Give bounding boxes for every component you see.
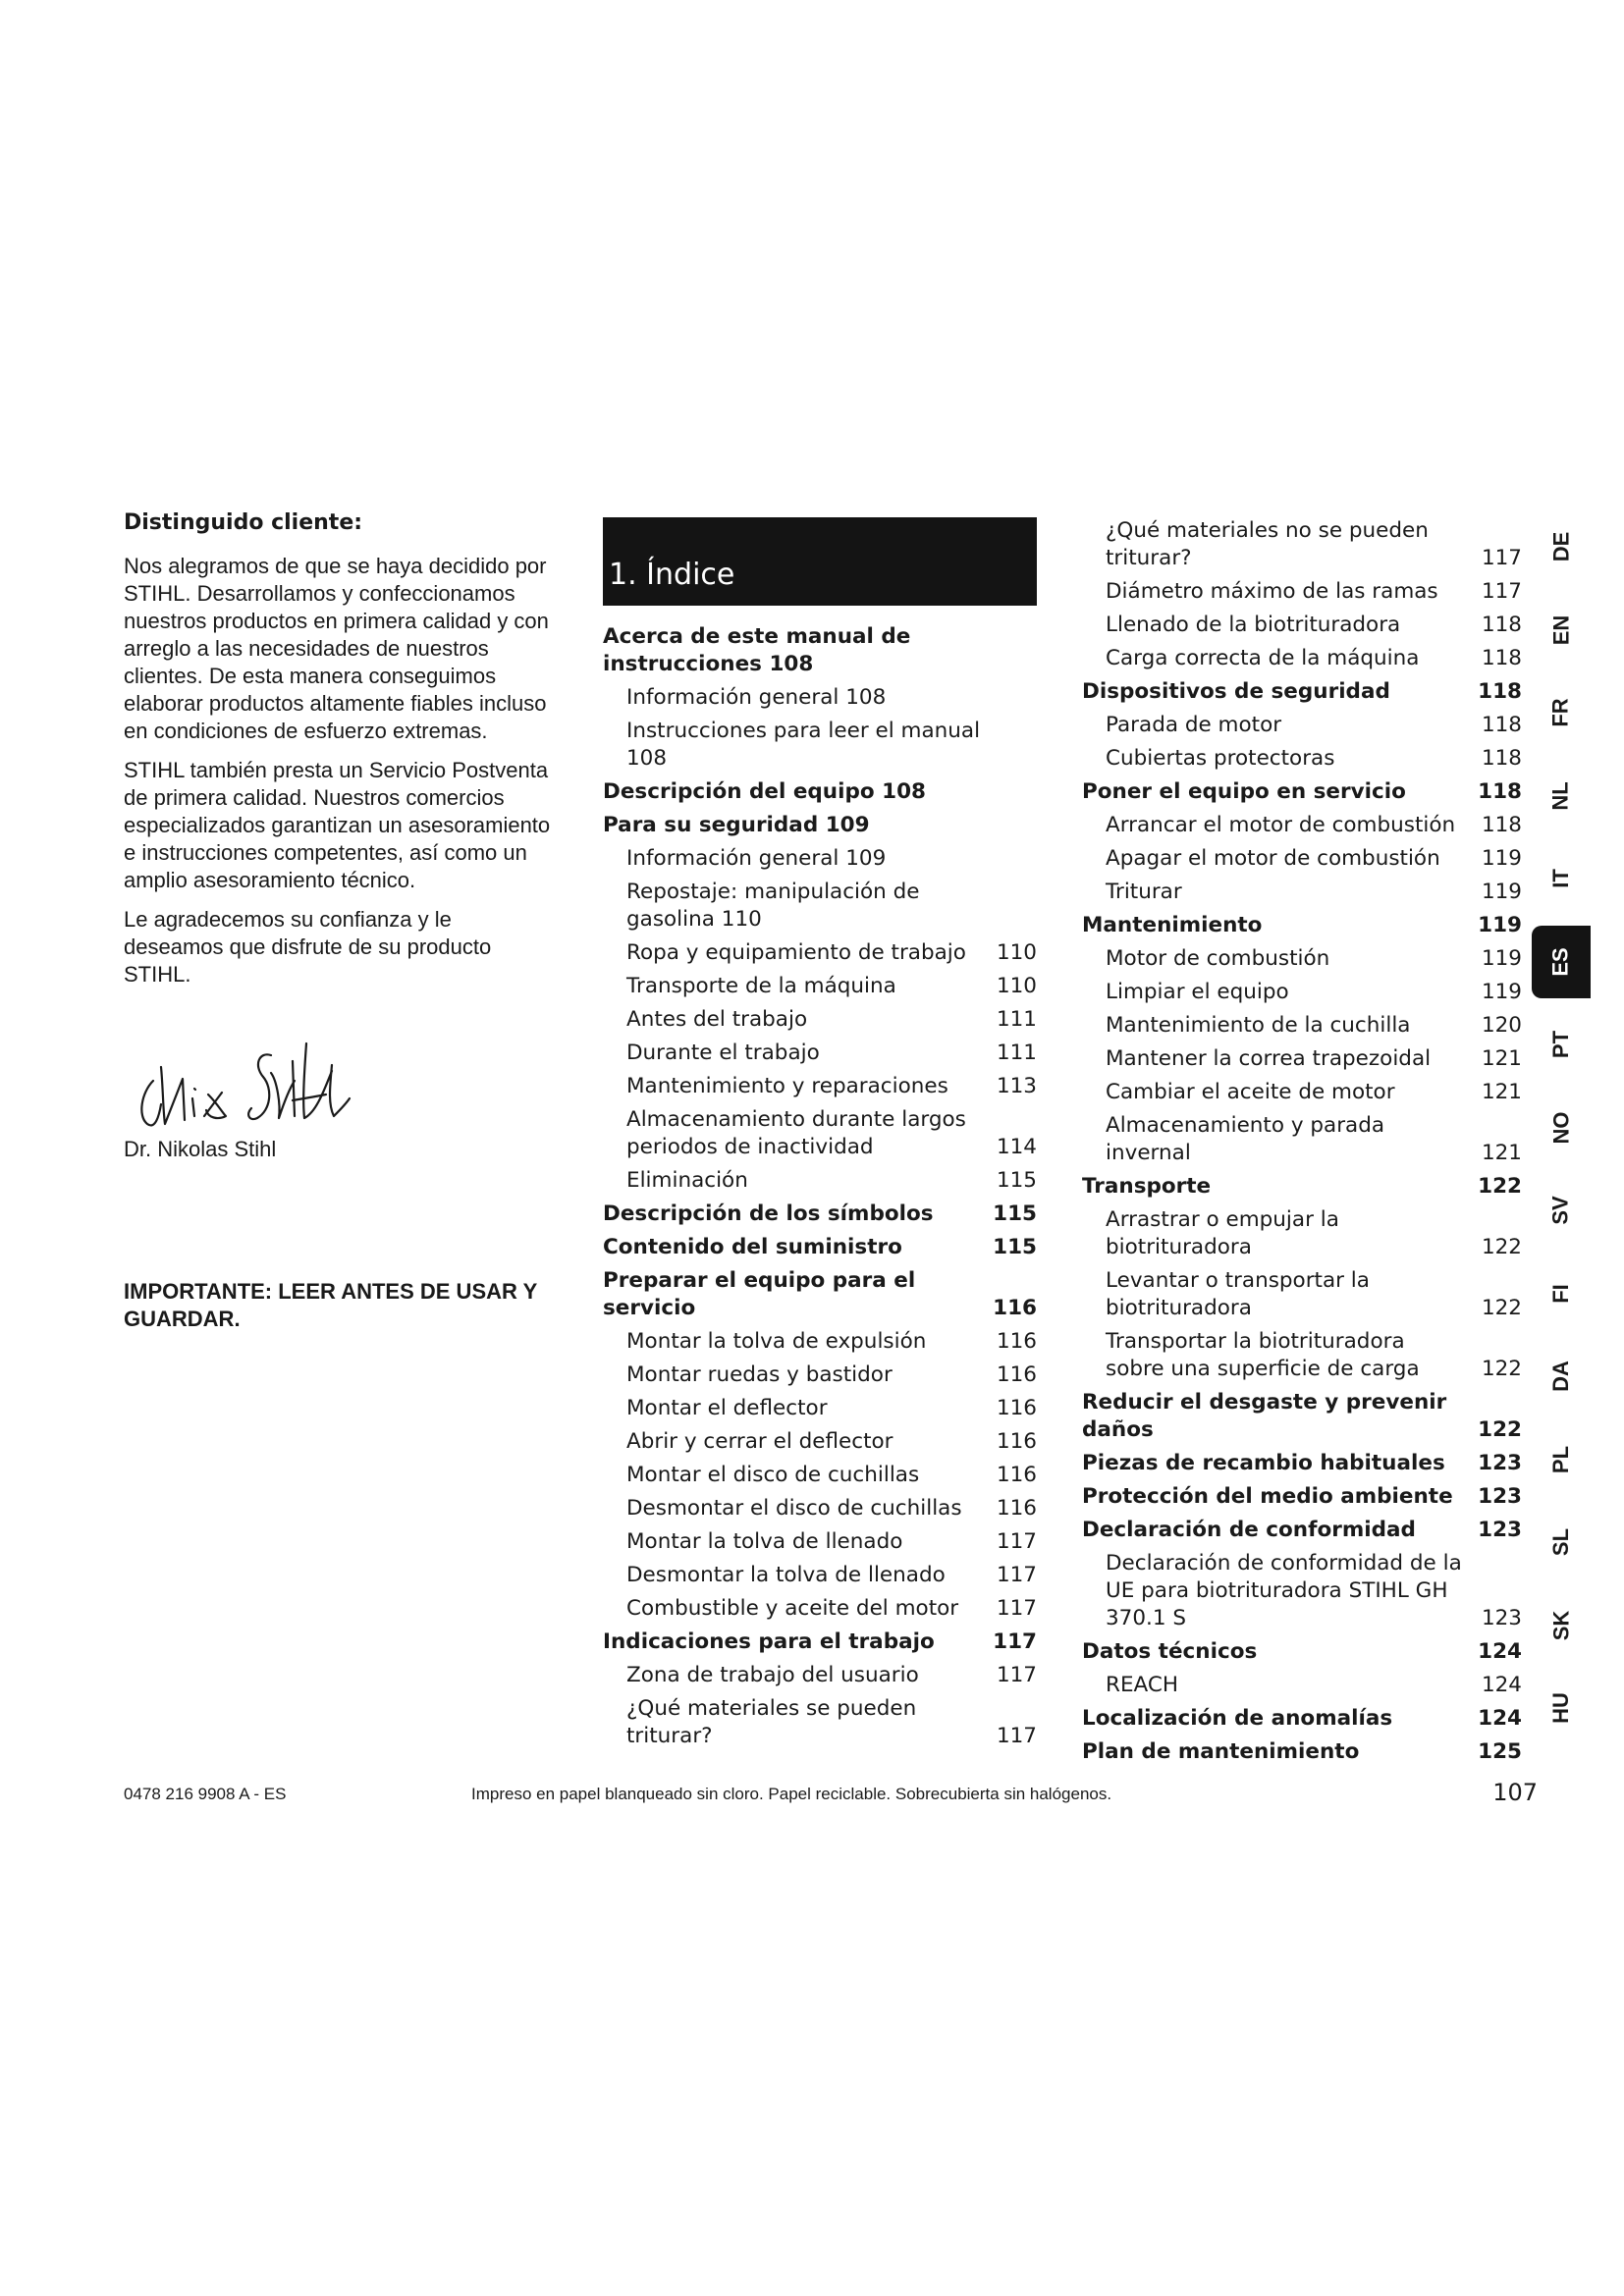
toc-entry-page: 122 <box>1481 1235 1522 1259</box>
toc-entry-title: Información general 108 <box>626 685 887 710</box>
language-tab-label: HU <box>1548 1692 1573 1724</box>
language-tab-sl[interactable] <box>1532 1506 1591 1578</box>
language-tab-pt[interactable] <box>1532 1008 1591 1081</box>
toc-entry-page: 122 <box>1478 1174 1522 1199</box>
toc-entry-page: 117 <box>996 1563 1037 1587</box>
toc-subsection[interactable] <box>1082 812 1522 839</box>
toc-entry-title: Mantenimiento de la cuchilla <box>1106 1013 1411 1038</box>
toc-entry-title: Motor de combustión <box>1106 946 1330 971</box>
toc-entry-page: 118 <box>1478 679 1522 704</box>
toc-subsection[interactable] <box>1082 745 1522 773</box>
toc-entry-title: Almacenamiento durante largos periodos de inactividad <box>626 1107 966 1159</box>
language-tab-da[interactable] <box>1532 1340 1591 1413</box>
toc-entry-title: Montar la tolva de llenado <box>626 1529 903 1554</box>
toc-subsection[interactable] <box>603 1462 1037 1489</box>
language-tab-label: DE <box>1548 531 1573 562</box>
language-tab-sk[interactable] <box>1532 1589 1591 1662</box>
toc-entry-title: Descripción del equipo 108 <box>603 779 927 804</box>
toc-section[interactable] <box>603 1267 1037 1322</box>
toc-subsection[interactable] <box>1082 612 1522 639</box>
toc-entry-page: 117 <box>1481 579 1522 604</box>
toc-subsection[interactable] <box>603 1106 1037 1161</box>
toc-subsection[interactable] <box>1082 1267 1522 1322</box>
toc-subsection[interactable] <box>603 1695 1037 1750</box>
toc-subsection[interactable] <box>1082 1045 1522 1073</box>
toc-entry-title: Combustible y aceite del motor <box>626 1596 959 1621</box>
toc-entry-page: 111 <box>996 1007 1037 1032</box>
letter-paragraph-2: STIHL también presta un Servicio Postventa de primera calidad. Nuestros comercios especializados garantizan un asesoramiento e instrucciones competentes, así como un amplio asesoramiento técnico. <box>124 758 551 892</box>
toc-entry-page: 123 <box>1478 1451 1522 1475</box>
toc-entry-page: 116 <box>996 1463 1037 1487</box>
table-of-contents-column-2 <box>1082 517 1522 1772</box>
toc-entry-page: 124 <box>1481 1673 1522 1697</box>
toc-entry-title: Dispositivos de seguridad <box>1082 679 1390 704</box>
language-tab-de[interactable] <box>1532 510 1591 583</box>
toc-subsection[interactable] <box>603 879 1037 934</box>
toc-entry-title: Para su seguridad 109 <box>603 813 870 837</box>
language-tab-hu[interactable] <box>1532 1672 1591 1744</box>
toc-entry-page: 110 <box>996 940 1037 965</box>
toc-entry-page: 118 <box>1481 646 1522 670</box>
toc-entry-page: 115 <box>993 1235 1037 1259</box>
toc-entry-page: 122 <box>1478 1417 1522 1442</box>
language-tab-label: SV <box>1547 1196 1573 1225</box>
toc-title-bar <box>603 517 1037 606</box>
toc-entry-title: Abrir y cerrar el deflector <box>626 1429 893 1454</box>
toc-section[interactable] <box>1082 1638 1522 1666</box>
toc-entry-title: Zona de trabajo del usuario <box>626 1663 919 1687</box>
language-tab-label: FI <box>1548 1283 1573 1304</box>
toc-entry-title: Ropa y equipamiento de trabajo <box>626 940 966 965</box>
toc-entry-title: Reducir el desgaste y prevenir daños <box>1082 1390 1447 1442</box>
toc-subsection[interactable] <box>603 1395 1037 1422</box>
toc-entry-page: 121 <box>1481 1080 1522 1104</box>
toc-section[interactable] <box>1082 1738 1522 1766</box>
language-tab-label: DA <box>1548 1361 1573 1392</box>
toc-section[interactable] <box>1082 912 1522 939</box>
toc-entry-title: Declaración de conformidad <box>1082 1518 1416 1542</box>
toc-entry-title: Mantener la correa trapezoidal <box>1106 1046 1432 1071</box>
toc-entry-title: Transportar la biotrituradora sobre una superficie de carga <box>1106 1329 1420 1381</box>
language-tabs <box>1532 510 1591 1757</box>
toc-entry-page: 118 <box>1481 813 1522 837</box>
language-tab-es[interactable] <box>1532 926 1591 998</box>
table-of-contents-column-1 <box>603 517 1037 1756</box>
toc-entry-page: 118 <box>1481 746 1522 771</box>
toc-entry-title: REACH <box>1106 1673 1179 1697</box>
language-tab-en[interactable] <box>1532 594 1591 667</box>
toc-subsection[interactable] <box>603 1073 1037 1100</box>
toc-entry-title: Cambiar el aceite de motor <box>1106 1080 1395 1104</box>
page-number: 107 <box>1492 1779 1538 1806</box>
toc-subsection[interactable] <box>603 1167 1037 1195</box>
language-tab-label: PL <box>1548 1445 1573 1473</box>
document-code: 0478 216 9908 A - ES <box>124 1785 287 1803</box>
toc-entry-page: 116 <box>996 1362 1037 1387</box>
toc-section[interactable] <box>603 778 1037 806</box>
toc-entry-title: Desmontar el disco de cuchillas <box>626 1496 962 1521</box>
toc-subsection[interactable] <box>1082 979 1522 1006</box>
toc-subsection[interactable] <box>1082 1012 1522 1040</box>
toc-subsection[interactable] <box>603 1428 1037 1456</box>
important-notice: IMPORTANTE: LEER ANTES DE USAR Y GUARDAR. <box>124 1279 537 1331</box>
toc-entry-title: ¿Qué materiales no se pueden triturar? <box>1106 518 1429 570</box>
toc-entry-page: 117 <box>996 1663 1037 1687</box>
toc-subsection[interactable] <box>1082 879 1522 906</box>
toc-entry-title: Plan de mantenimiento <box>1082 1739 1360 1764</box>
language-tab-label: NO <box>1548 1111 1573 1144</box>
toc-entry-page: 121 <box>1481 1141 1522 1165</box>
language-tab-fr[interactable] <box>1532 676 1591 749</box>
toc-subsection[interactable] <box>1082 712 1522 739</box>
toc-entry-title: Transporte de la máquina <box>626 974 896 998</box>
toc-entry-page: 123 <box>1478 1518 1522 1542</box>
toc-entry-page: 123 <box>1481 1606 1522 1630</box>
toc-entry-title: ¿Qué materiales se pueden triturar? <box>626 1696 917 1748</box>
toc-entry-page: 110 <box>996 974 1037 998</box>
toc-entry-title: Descripción de los símbolos <box>603 1201 934 1226</box>
language-tab-no[interactable] <box>1532 1092 1591 1164</box>
toc-entry-page: 115 <box>996 1168 1037 1193</box>
toc-subsection[interactable] <box>1082 945 1522 973</box>
language-tab-sv[interactable] <box>1532 1174 1591 1247</box>
toc-section[interactable] <box>1082 1173 1522 1201</box>
toc-section[interactable] <box>603 1234 1037 1261</box>
toc-subsection[interactable] <box>603 973 1037 1000</box>
toc-section[interactable] <box>1082 778 1522 806</box>
toc-subsection[interactable] <box>1082 578 1522 606</box>
toc-subsection[interactable] <box>603 939 1037 967</box>
toc-subsection[interactable] <box>603 1328 1037 1356</box>
toc-entry-title: Eliminación <box>626 1168 748 1193</box>
toc-entry-page: 118 <box>1481 713 1522 737</box>
language-tab-label: IT <box>1548 869 1573 888</box>
toc-entry-title: Piezas de recambio habituales <box>1082 1451 1445 1475</box>
toc-entry-page: 120 <box>1481 1013 1522 1038</box>
language-tab-label: ES <box>1547 946 1573 977</box>
letter-paragraph-3: Le agradecemos su confianza y le deseamos que disfrute de su producto STIHL. <box>124 907 492 987</box>
toc-title: 1. Índice <box>609 558 735 592</box>
toc-section[interactable] <box>1082 1389 1522 1444</box>
toc-entry-title: Localización de anomalías <box>1082 1706 1393 1731</box>
toc-list-right <box>1082 517 1522 1766</box>
toc-entry-page: 117 <box>996 1596 1037 1621</box>
toc-subsection[interactable] <box>603 1495 1037 1522</box>
toc-section[interactable] <box>603 1629 1037 1656</box>
toc-entry-title: Levantar o transportar la biotrituradora <box>1106 1268 1370 1320</box>
toc-subsection[interactable] <box>603 684 1037 712</box>
toc-subsection[interactable] <box>1082 1206 1522 1261</box>
toc-entry-title: Datos técnicos <box>1082 1639 1258 1664</box>
toc-subsection[interactable] <box>603 1528 1037 1556</box>
toc-entry-page: 115 <box>993 1201 1037 1226</box>
paper-notice: Impreso en papel blanqueado sin cloro. Papel reciclable. Sobrecubierta sin halógenos. <box>471 1785 1112 1803</box>
toc-section[interactable] <box>1082 1517 1522 1544</box>
toc-entry-title: Antes del trabajo <box>626 1007 808 1032</box>
toc-entry-page: 116 <box>993 1296 1037 1320</box>
toc-entry-page: 119 <box>1478 913 1522 937</box>
toc-entry-page: 116 <box>996 1496 1037 1521</box>
language-tab-it[interactable] <box>1532 842 1591 915</box>
toc-subsection[interactable] <box>1082 1672 1522 1699</box>
toc-entry-page: 119 <box>1481 880 1522 904</box>
toc-entry-title: Diámetro máximo de las ramas <box>1106 579 1438 604</box>
toc-entry-title: Poner el equipo en servicio <box>1082 779 1406 804</box>
toc-subsection[interactable] <box>1082 1079 1522 1106</box>
toc-entry-title: Transporte <box>1082 1174 1212 1199</box>
toc-subsection[interactable] <box>603 1562 1037 1589</box>
toc-entry-title: Mantenimiento y reparaciones <box>626 1074 948 1098</box>
toc-section[interactable] <box>1082 1450 1522 1477</box>
toc-entry-title: Montar el deflector <box>626 1396 828 1420</box>
toc-entry-title: Arrastrar o empujar la biotrituradora <box>1106 1207 1339 1259</box>
toc-entry-title: Montar ruedas y bastidor <box>626 1362 893 1387</box>
toc-entry-title: Durante el trabajo <box>626 1041 820 1065</box>
language-tab-label: SK <box>1548 1610 1573 1640</box>
toc-subsection[interactable] <box>603 1006 1037 1034</box>
toc-section[interactable] <box>603 812 1037 839</box>
toc-section[interactable] <box>603 623 1037 678</box>
toc-entry-title: Parada de motor <box>1106 713 1282 737</box>
letter-greeting: Distinguido cliente: <box>124 510 363 535</box>
toc-list-left <box>603 623 1037 1750</box>
letter-paragraph-1: Nos alegramos de que se haya decidido por STIHL. Desarrollamos y confeccionamos nuestros productos en primera calidad y con arreglo a las necesidades de nuestros clientes. De esta manera conseguimos elaborar productos altamente fiables incluso en condiciones de esfuerzo extremas. <box>124 554 549 743</box>
toc-section[interactable] <box>603 1201 1037 1228</box>
toc-entry-title: Preparar el equipo para el servicio <box>603 1268 916 1320</box>
toc-subsection[interactable] <box>1082 845 1522 873</box>
toc-subsection[interactable] <box>1082 1550 1522 1632</box>
toc-entry-page: 117 <box>996 1724 1037 1748</box>
toc-subsection[interactable] <box>1082 1112 1522 1167</box>
toc-entry-page: 116 <box>996 1329 1037 1354</box>
toc-entry-title: Desmontar la tolva de llenado <box>626 1563 946 1587</box>
language-tab-label: EN <box>1548 614 1573 645</box>
toc-subsection[interactable] <box>603 1040 1037 1067</box>
toc-entry-title: Triturar <box>1106 880 1182 904</box>
toc-entry-title: Declaración de conformidad de la UE para biotrituradora STIHL GH 370.1 S <box>1106 1551 1462 1630</box>
signer-name: Dr. Nikolas Stihl <box>124 1137 277 1161</box>
toc-subsection[interactable] <box>603 718 1037 773</box>
language-tab-fi[interactable] <box>1532 1257 1591 1330</box>
language-tab-pl[interactable] <box>1532 1423 1591 1496</box>
toc-entry-title: Mantenimiento <box>1082 913 1263 937</box>
toc-entry-page: 125 <box>1478 1739 1522 1764</box>
toc-entry-page: 123 <box>1478 1484 1522 1509</box>
toc-entry-page: 113 <box>996 1074 1037 1098</box>
toc-section[interactable] <box>1082 1705 1522 1733</box>
toc-subsection[interactable] <box>1082 1328 1522 1383</box>
toc-entry-page: 117 <box>993 1629 1037 1654</box>
toc-subsection[interactable] <box>603 1662 1037 1689</box>
toc-entry-page: 122 <box>1481 1357 1522 1381</box>
toc-entry-title: Carga correcta de la máquina <box>1106 646 1420 670</box>
toc-entry-page: 119 <box>1481 980 1522 1004</box>
handwritten-signature-icon <box>124 1022 359 1136</box>
language-tab-nl[interactable] <box>1532 760 1591 832</box>
toc-entry-title: Repostaje: manipulación de gasolina 110 <box>626 880 920 932</box>
toc-entry-page: 119 <box>1481 846 1522 871</box>
toc-entry-title: Llenado de la biotrituradora <box>1106 613 1401 637</box>
toc-entry-title: Limpiar el equipo <box>1106 980 1289 1004</box>
toc-entry-title: Montar la tolva de expulsión <box>626 1329 927 1354</box>
language-tab-label: SL <box>1548 1527 1573 1557</box>
toc-entry-title: Arrancar el motor de combustión <box>1106 813 1456 837</box>
toc-entry-page: 111 <box>996 1041 1037 1065</box>
toc-entry-title: Cubiertas protectoras <box>1106 746 1335 771</box>
toc-subsection[interactable] <box>603 1362 1037 1389</box>
toc-entry-page: 119 <box>1481 946 1522 971</box>
toc-entry-title: Información general 109 <box>626 846 887 871</box>
toc-entry-title: Acerca de este manual de instrucciones 108 <box>603 624 911 676</box>
toc-entry-title: Contenido del suministro <box>603 1235 902 1259</box>
toc-entry-title: Protección del medio ambiente <box>1082 1484 1453 1509</box>
signature-image <box>124 1022 556 1136</box>
toc-section[interactable] <box>1082 1483 1522 1511</box>
language-tab-label: FR <box>1547 698 1573 727</box>
toc-entry-page: 117 <box>996 1529 1037 1554</box>
toc-subsection[interactable] <box>603 845 1037 873</box>
toc-entry-title: Apagar el motor de combustión <box>1106 846 1440 871</box>
toc-entry-page: 114 <box>996 1135 1037 1159</box>
toc-entry-page: 124 <box>1478 1706 1522 1731</box>
toc-entry-page: 118 <box>1481 613 1522 637</box>
toc-entry-page: 121 <box>1481 1046 1522 1071</box>
language-tab-label: PT <box>1548 1030 1573 1059</box>
welcome-letter <box>124 509 556 1175</box>
toc-entry-page: 118 <box>1478 779 1522 804</box>
toc-entry-title: Instrucciones para leer el manual 108 <box>626 719 981 771</box>
toc-entry-title: Almacenamiento y parada invernal <box>1106 1113 1385 1165</box>
toc-entry-title: Indicaciones para el trabajo <box>603 1629 935 1654</box>
toc-entry-title: Montar el disco de cuchillas <box>626 1463 920 1487</box>
toc-entry-page: 117 <box>1481 546 1522 570</box>
language-tab-label: NL <box>1547 780 1573 811</box>
toc-entry-page: 124 <box>1478 1639 1522 1664</box>
toc-entry-page: 122 <box>1481 1296 1522 1320</box>
toc-entry-page: 116 <box>996 1396 1037 1420</box>
toc-subsection[interactable] <box>1082 517 1522 572</box>
page-footer <box>124 1779 1538 1818</box>
toc-section[interactable] <box>1082 678 1522 706</box>
toc-subsection[interactable] <box>1082 645 1522 672</box>
toc-entry-page: 116 <box>996 1429 1037 1454</box>
toc-subsection[interactable] <box>603 1595 1037 1623</box>
